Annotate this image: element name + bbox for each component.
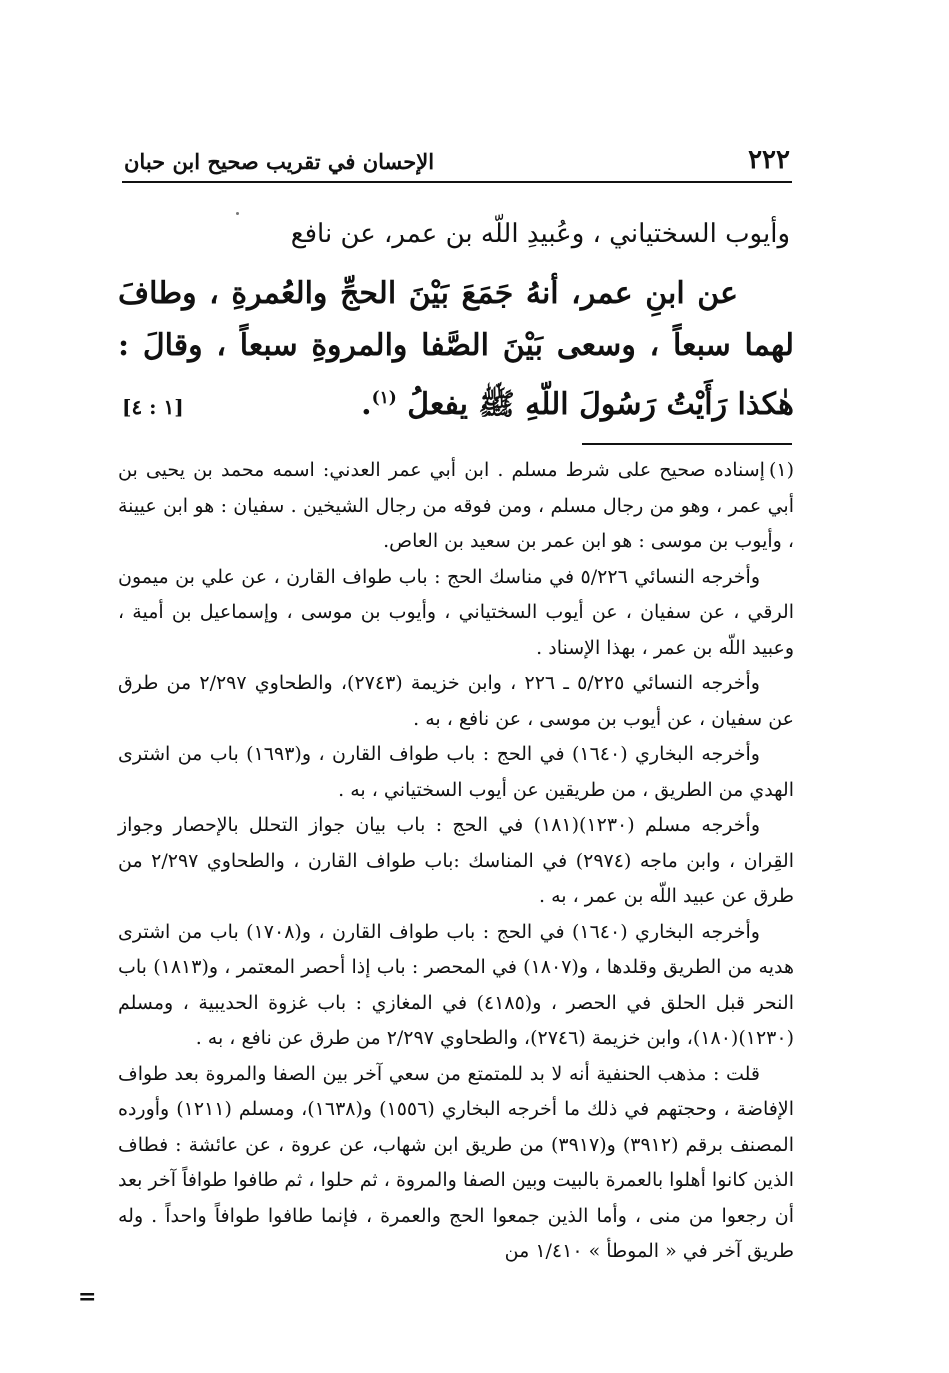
page-header — [122, 143, 792, 183]
running-title: الإحسان في تقريب صحيح ابن حبان — [124, 149, 435, 174]
matn-end-mark: . — [361, 387, 372, 422]
footnote-paragraph — [118, 453, 794, 560]
footnote-paragraph: وأخرجه النسائي ٥/٢٢٦ في مناسك الحج : باب طواف القارن ، عن علي بن ميمون الرقي ، عن سفيان ، عن أيوب السختياني ، وأيوب بن موسى ، وإسماعيل بن أمية ، وعبيد اللّه بن عمر ، بهذا الإسناد . — [118, 565, 794, 659]
footnote-paragraph: وأخرجه مسلم (١٢٣٠)(١٨١) في الحج : باب بيان جواز التحلل بالإحصار وجواز القِران ، وابن ماجه (٢٩٧٤) في المناسك :باب طواف القارن ، والطحاوي ٢/٢٩٧ من طرق عن عبيد اللّه بن عمر ، به . — [118, 814, 795, 907]
footnote-label: (١) — [768, 459, 794, 481]
footnote-paragraph: قلت : مذهب الحنفية أنه لا بد للمتمتع من سعي آخر بين الصفا والمروة بعد طواف الإفاضة ، وحجتهم في ذلك ما أخرجه البخاري (١٥٥٦) و(١٦٣٨)، ومسلم (١٢١١) وأورده المصنف برقم (٣٩١٢) و(٣٩١٧) من طريق ابن شهاب، عن عروة ، عن عائشة : فطاف الذين كانوا أهلوا بالعمرة بالبيت وبين الصفا والمروة ، ثم حلوا ، ثم طافوا طوافاً آخر بعد أن رجعوا من منى ، وأما الذين جمعوا الحج والعمرة ، فإنما طافوا طوافاً واحداً . وله طريق آخر في « الموطأ » ١/٤١٠ من — [118, 1062, 794, 1262]
hadith-reference-code: [١ : ٤] — [122, 395, 184, 419]
footnotes — [118, 453, 794, 1270]
matn-body: عن ابنِ عمر، أنهُ جَمَعَ بَيْنَ الحجِّ والعُمرةِ ، وطافَ لهما سبعاً ، وسعى بَيْنَ الصَّفا والمروةِ سبعاً ، وقالَ : هٰكذا رَأَيْتُ رَسُولَ اللّهِ ﷺ يفعلُ — [118, 276, 794, 422]
footnote-paragraph: وأخرجه النسائي ٥/٢٢٥ ـ ٢٢٦ ، وابن خزيمة (٢٧٤٣)، والطحاوي ٢/٢٩٧ من طرق عن سفيان ، عن أيوب بن موسى ، عن نافع ، به . — [118, 672, 794, 730]
footnote-divider — [582, 443, 792, 445]
footnote-paragraph: وأخرجه البخاري (١٦٤٠) في الحج : باب طواف القارن ، و(١٦٩٣) باب من اشترى الهدي من الطريق ، من طريقين عن أيوب السختياني ، به . — [118, 743, 794, 801]
footnote-paragraph: وأخرجه البخاري (١٦٤٠) في الحج : باب طواف القارن ، و(١٧٠٨) باب من اشترى هديه من الطريق وقلدها ، و(١٨٠٧) في المحصر : باب إذا أحصر المعتمر ، و(١٨١٣) باب النحر قبل الحلق في الحصر ، و(٤١٨٥) في المغازي : باب غزوة الحديبية ، ومسلم (١٢٣٠)(١٨٠)، وابن خزيمة (٢٧٤٦)، والطحاوي ٢/٢٩٧ من طرق عن نافع ، به . — [118, 920, 794, 1049]
hadith-text — [118, 208, 794, 431]
footnote-reference: (١) — [371, 388, 397, 408]
continuation-mark: = — [78, 1284, 97, 1310]
footnote-text: إسناده صحيح على شرط مسلم . ابن أبي عمر العدني: اسمه محمد بن يحيى بن أبي عمر ، وهو من رجال مسلم ، ومن فوقه من رجال الشيخين . سفيان : هو ابن عيينة ، وأيوب بن موسى : هو ابن عمر بن سعيد بن العاص. — [118, 459, 794, 552]
matn-text — [118, 268, 794, 431]
isnad-line: وأيوب السختياني ، وعُبيدِ اللّه بن عمر، عن نافع — [290, 219, 790, 249]
page-number: ٢٢٢ — [748, 145, 790, 175]
